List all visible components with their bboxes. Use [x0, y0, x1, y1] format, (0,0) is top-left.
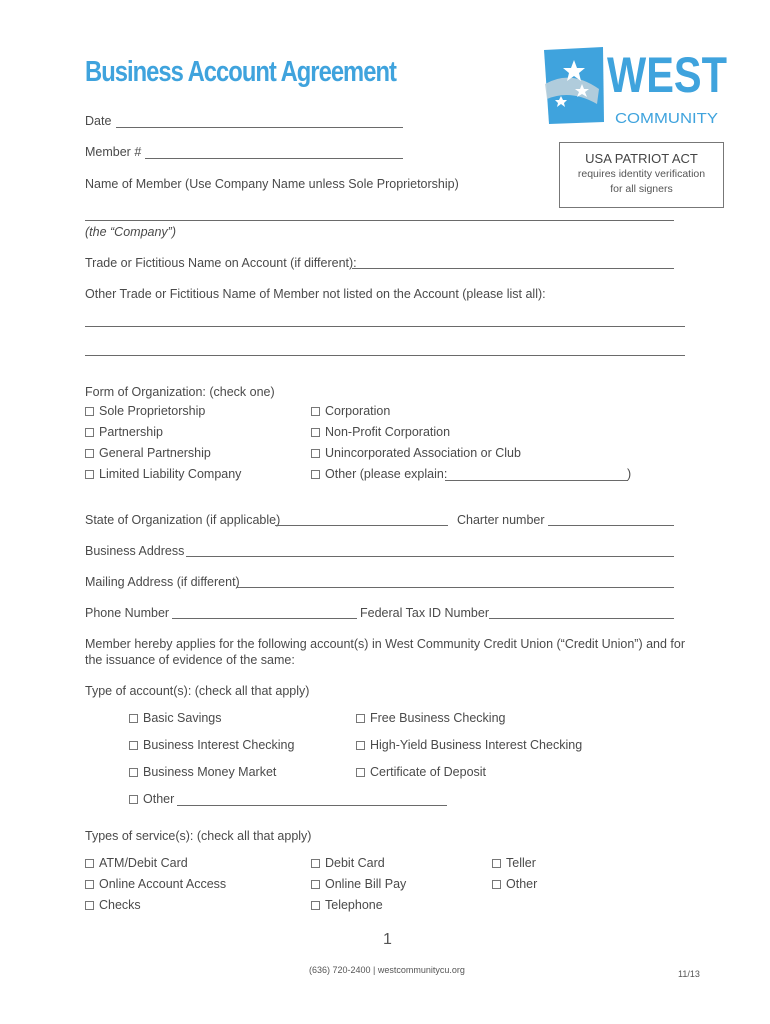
- org-option-label: Corporation: [325, 404, 391, 418]
- member-name-label: Name of Member (Use Company Name unless Sole Proprietorship): [85, 177, 459, 191]
- footer-revision-code: 11/13: [678, 969, 700, 979]
- checkbox[interactable]: [311, 880, 320, 889]
- logo-subtitle: COMMUNITY: [615, 110, 718, 127]
- other-trade-name-field-2[interactable]: [85, 355, 685, 356]
- service-atm-debit-card[interactable]: [85, 856, 188, 870]
- trade-name-field[interactable]: [352, 268, 674, 269]
- member-name-field[interactable]: [85, 220, 674, 221]
- checkbox[interactable]: [85, 470, 94, 479]
- checkbox[interactable]: [356, 741, 365, 750]
- checkbox[interactable]: [129, 741, 138, 750]
- checkbox[interactable]: [311, 428, 320, 437]
- checkbox[interactable]: [85, 859, 94, 868]
- service-label: Telephone: [325, 898, 383, 912]
- service-telephone[interactable]: [311, 898, 383, 912]
- service-label: Checks: [99, 898, 141, 912]
- logo-word: WEST: [607, 47, 727, 103]
- member-number-label: Member #: [85, 145, 142, 159]
- account-other[interactable]: [129, 792, 174, 806]
- checkbox[interactable]: [129, 714, 138, 723]
- service-debit-card[interactable]: [311, 856, 385, 870]
- org-other-explain-field[interactable]: [445, 480, 628, 481]
- page-title: Business Account Agreement: [85, 56, 396, 88]
- org-option-label: Non-Profit Corporation: [325, 425, 451, 439]
- business-address-field[interactable]: [186, 556, 674, 557]
- company-label: (the “Company”): [85, 225, 176, 239]
- checkbox[interactable]: [129, 768, 138, 777]
- checkbox[interactable]: [85, 880, 94, 889]
- org-option-sole-proprietorship[interactable]: [85, 404, 205, 418]
- patriot-line-2: for all signers: [610, 183, 673, 195]
- account-label: Business Interest Checking: [143, 738, 295, 752]
- member-number-field[interactable]: [145, 158, 403, 159]
- account-label: Other: [143, 792, 175, 806]
- charter-label: Charter number: [457, 513, 545, 527]
- service-label: Teller: [506, 856, 536, 870]
- account-business-money-market[interactable]: [129, 765, 276, 779]
- checkbox[interactable]: [85, 407, 94, 416]
- apply-text-line-1: Member hereby applies for the following account(s) in West Community Credit Union (“Credit Union”) and for: [85, 637, 686, 651]
- checkbox[interactable]: [492, 880, 501, 889]
- charter-field[interactable]: [548, 525, 674, 526]
- date-label: Date: [85, 114, 112, 128]
- checkbox[interactable]: [356, 714, 365, 723]
- org-option-llc[interactable]: [85, 467, 241, 481]
- apply-text-line-2: the issuance of evidence of the same:: [85, 653, 295, 667]
- service-label: Debit Card: [325, 856, 385, 870]
- account-basic-savings[interactable]: [129, 711, 222, 725]
- account-label: Business Money Market: [143, 765, 277, 779]
- state-field[interactable]: [275, 525, 448, 526]
- org-option-label: Partnership: [99, 425, 163, 439]
- org-option-label: General Partnership: [99, 446, 211, 460]
- accounts-heading: Type of account(s): (check all that apply): [85, 684, 310, 698]
- org-option-corporation[interactable]: [311, 404, 390, 418]
- checkbox[interactable]: [311, 407, 320, 416]
- service-label: Other: [506, 877, 538, 891]
- account-other-field[interactable]: [177, 805, 447, 806]
- org-option-label: Unincorporated Association or Club: [325, 446, 521, 460]
- org-option-general-partnership[interactable]: [85, 446, 211, 460]
- checkbox[interactable]: [311, 470, 320, 479]
- footer-contact: (636) 720-2400 | westcommunitycu.org: [309, 965, 465, 975]
- tax-id-field[interactable]: [489, 618, 674, 619]
- account-label: Certificate of Deposit: [370, 765, 487, 779]
- service-label: Online Account Access: [99, 877, 227, 891]
- mailing-address-field[interactable]: [236, 587, 674, 588]
- checkbox[interactable]: [85, 901, 94, 910]
- service-online-bill-pay[interactable]: [311, 877, 406, 891]
- org-option-unincorporated[interactable]: [311, 446, 521, 460]
- services-heading: Types of service(s): (check all that apply): [85, 829, 312, 843]
- account-certificate-of-deposit[interactable]: [356, 765, 486, 779]
- other-trade-name-field-1[interactable]: [85, 326, 685, 327]
- account-free-business-checking[interactable]: [356, 711, 505, 725]
- patriot-act-notice: [559, 142, 724, 208]
- patriot-heading: USA PATRIOT ACT: [585, 151, 698, 166]
- account-business-interest-checking[interactable]: [129, 738, 294, 752]
- trade-name-label: Trade or Fictitious Name on Account (if different):: [85, 256, 357, 270]
- checkbox[interactable]: [85, 428, 94, 437]
- phone-field[interactable]: [172, 618, 357, 619]
- service-teller[interactable]: [492, 856, 536, 870]
- org-option-label: Limited Liability Company: [99, 467, 242, 481]
- org-option-label: Sole Proprietorship: [99, 404, 206, 418]
- state-label: State of Organization (if applicable): [85, 513, 281, 527]
- checkbox[interactable]: [311, 449, 320, 458]
- service-other[interactable]: [492, 877, 537, 891]
- other-trade-name-label: Other Trade or Fictitious Name of Member not listed on the Account (please list all):: [85, 287, 546, 301]
- checkbox[interactable]: [85, 449, 94, 458]
- date-field[interactable]: [116, 127, 403, 128]
- account-high-yield-checking[interactable]: [356, 738, 582, 752]
- checkbox[interactable]: [356, 768, 365, 777]
- org-option-label: Other (please explain:: [325, 467, 448, 481]
- business-address-label: Business Address: [85, 544, 185, 558]
- org-option-partnership[interactable]: [85, 425, 163, 439]
- checkbox[interactable]: [129, 795, 138, 804]
- west-community-logo: [541, 44, 731, 128]
- service-checks[interactable]: [85, 898, 141, 912]
- service-online-account-access[interactable]: [85, 877, 226, 891]
- account-label: Free Business Checking: [370, 711, 506, 725]
- checkbox[interactable]: [492, 859, 501, 868]
- account-label: Basic Savings: [143, 711, 222, 725]
- organization-heading: Form of Organization: (check one): [85, 385, 275, 399]
- patriot-line-1: requires identity verification: [577, 168, 706, 180]
- close-paren: ): [627, 467, 632, 481]
- org-option-non-profit[interactable]: [311, 425, 450, 439]
- service-label: ATM/Debit Card: [99, 856, 188, 870]
- phone-label: Phone Number: [85, 606, 170, 620]
- org-option-other[interactable]: [311, 467, 447, 481]
- checkbox[interactable]: [311, 901, 320, 910]
- account-label: High-Yield Business Interest Checking: [370, 738, 583, 752]
- checkbox[interactable]: [311, 859, 320, 868]
- tax-id-label: Federal Tax ID Number: [360, 606, 489, 620]
- page-number: 1: [383, 931, 392, 948]
- service-label: Online Bill Pay: [325, 877, 407, 891]
- mailing-address-label: Mailing Address (if different): [85, 575, 240, 589]
